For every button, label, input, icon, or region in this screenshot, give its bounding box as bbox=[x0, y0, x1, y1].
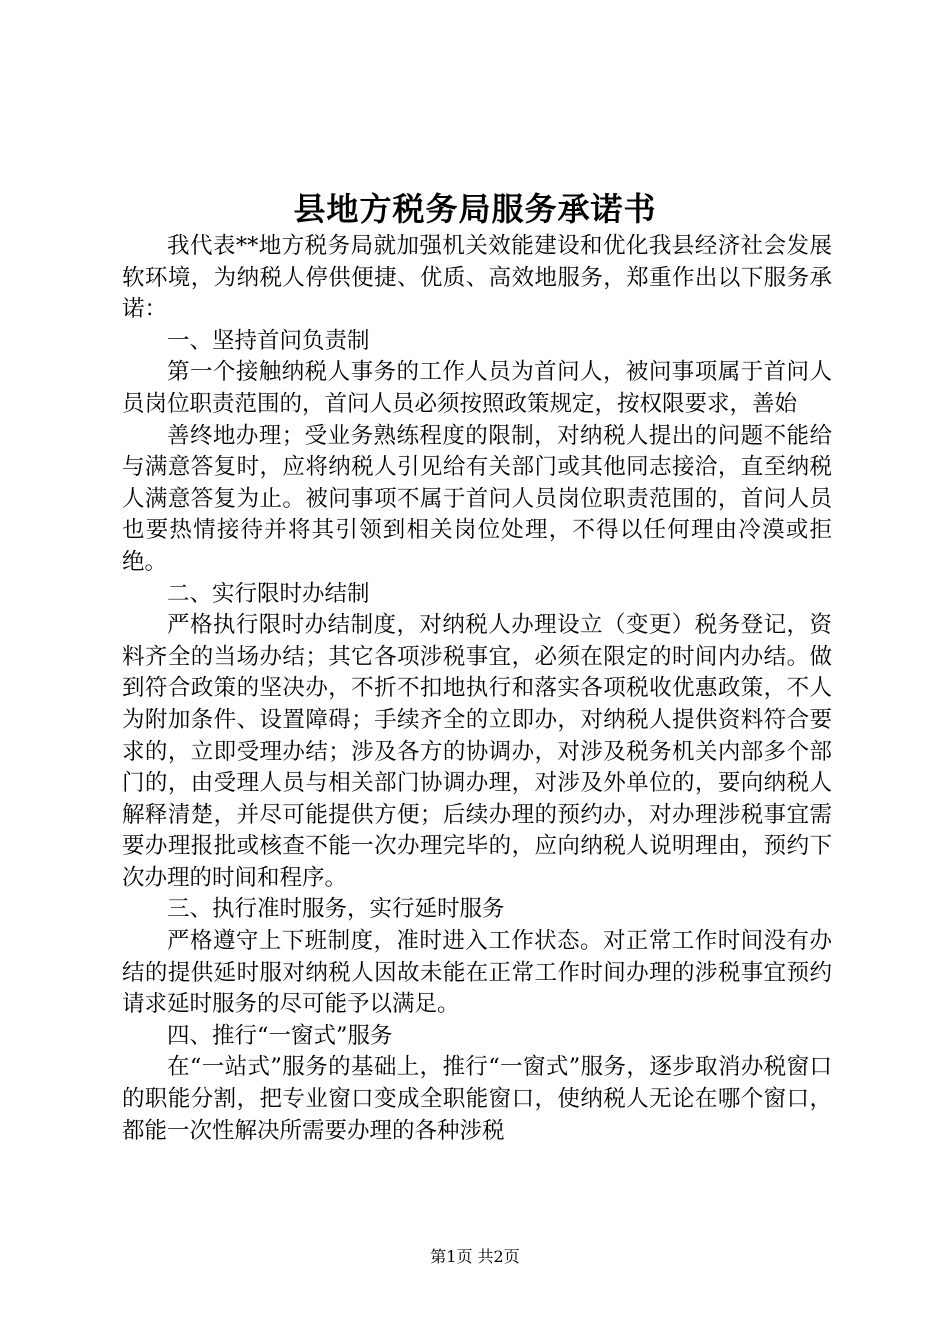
section-heading-1: 一、坚持首问负责制 bbox=[167, 327, 370, 354]
section-heading-3: 三、执行准时服务，实行延时服务 bbox=[167, 896, 505, 923]
section-heading-2: 二、实行限时办结制 bbox=[167, 580, 370, 607]
document-title: 县地方税务局服务承诺书 bbox=[293, 190, 657, 228]
page-number: 第1页 bbox=[430, 1247, 473, 1266]
section-heading-4: 四、推行“一窗式”服务 bbox=[167, 1022, 393, 1049]
intro-paragraph: 我代表**地方税务局就加强机关效能建设和优化我县经济社会发展软环境，为纳税人停供便捷、优质、高效地服务，郑重作出以下服务承诺： bbox=[122, 233, 832, 323]
document-body bbox=[122, 231, 832, 1147]
section-paragraph-1b: 善终地办理；受业务熟练程度的限制，对纳税人提出的问题不能给与满意答复时，应将纳税人引见给有关部门或其他同志接洽，直至纳税人满意答复为止。被问事项不属于首问人员岗位职责范围的，首问人员也要热情接待并将其引领到相关岗位处理，不得以任何理由冷漠或拒绝。 bbox=[122, 422, 832, 575]
section-paragraph-4: 在“一站式”服务的基础上，推行“一窗式”服务，逐步取消办税窗口的职能分割，把专业窗口变成全职能窗口，使纳税人无论在哪个窗口，都能一次性解决所需要办理的各种涉税 bbox=[122, 1054, 832, 1144]
section-paragraph-3: 严格遵守上下班制度，准时进入工作状态。对正常工作时间没有办结的提供延时服对纳税人因故未能在正常工作时间办理的涉税事宜预约请求延时服务的尽可能予以满足。 bbox=[122, 928, 832, 1018]
page-total: 共2页 bbox=[477, 1247, 520, 1266]
section-paragraph-2: 严格执行限时办结制度，对纳税人办理设立（变更）税务登记，资料齐全的当场办结；其它各项涉税事宜，必须在限定的时间内办结。做到符合政策的坚决办，不折不扣地执行和落实各项税收优惠政策，不人为附加条件、设置障碍；手续齐全的立即办，对纳税人提供资料符合要求的，立即受理办结；涉及各方的协调办，对涉及税务机关内部多个部门的，由受理人员与相关部门协调办理，对涉及外单位的，要向纳税人解释清楚，并尽可能提供方便；后续办理的预约办，对办理涉税事宜需要办理报批或核查不能一次办理完毕的，应向纳税人说明理由，预约下次办理的时间和程序。 bbox=[122, 612, 832, 891]
page-footer bbox=[0, 1246, 950, 1268]
section-paragraph-1a: 第一个接触纳税人事务的工作人员为首问人，被问事项属于首问人员岗位职责范围的，首问人员必须按照政策规定，按权限要求，善始 bbox=[122, 359, 832, 417]
